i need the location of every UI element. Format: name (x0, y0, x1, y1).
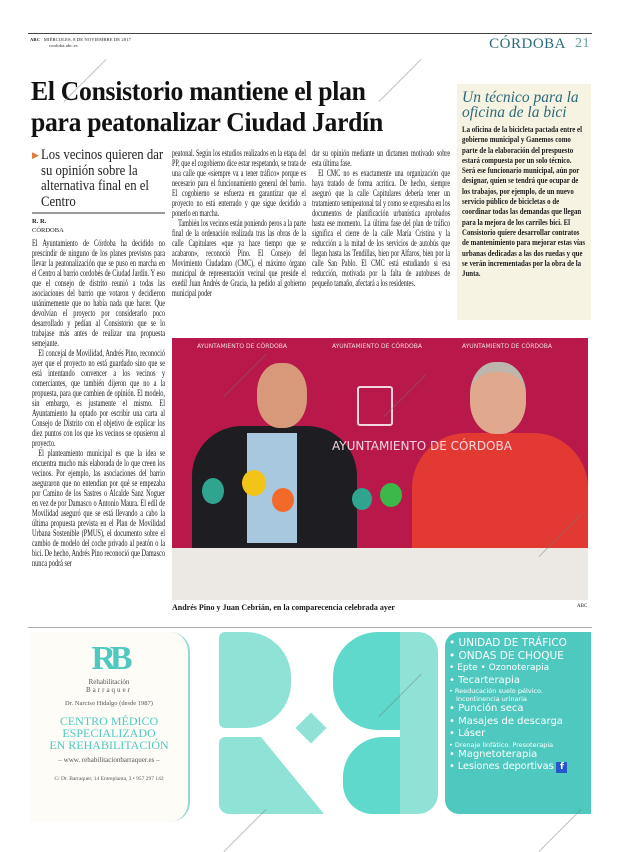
ad-services-list (445, 632, 591, 814)
service-item: • Tecarterapia (449, 674, 520, 686)
tagline-line: EN REHABILITACIÓN (49, 738, 169, 752)
watermark-stroke (378, 59, 421, 102)
ad-website: – www. rehabilitacionbarraquer.es – (58, 756, 160, 764)
paragraph: El Ayuntamiento de Córdoba ha decidido no prescindir de ninguno de los planes previstos para llevar la peatonalización que se puso en marcha en el Centro al barrio cordobés de Ciudad Jardín. Y eso que el consejo de distrito reunió a todas las asociaciones del barrio que votaron y decidieron unánimemente que no había nada que hacer. Que devolvían el proyecto por considerarlo poco desarrollado y pedían al Consistorio que se lo trabajase más antes de realizar una propuesta semejante. (32, 238, 165, 348)
microphone-icon (202, 478, 224, 504)
person-left-head (257, 363, 307, 428)
backdrop-text: AYUNTAMIENTO DE CÓRDOBA (462, 343, 552, 350)
service-item: Incontinencia urinaria (456, 695, 527, 704)
backdrop-text: AYUNTAMIENTO DE CÓRDOBA (332, 343, 422, 350)
service-item: • Reeducación suelo pélvico. (449, 687, 543, 695)
logo-shape (400, 632, 438, 814)
headline-line-1: El Consistorio mantiene el plan (31, 76, 366, 106)
subhead-text: Los vecinos quieren dar su opinión sobre la alternativa final en el Centro (41, 147, 164, 210)
service-item: • Drenaje linfático. Presoterapia (449, 740, 554, 749)
logo-shape (219, 632, 291, 728)
tagline-line: CENTRO MÉDICO (59, 714, 159, 728)
logo-shape (219, 737, 324, 814)
facebook-icon[interactable]: f (556, 762, 567, 773)
headline (31, 76, 383, 138)
doctor-name: Dr. Narciso Hidalgo (desde 1987) (65, 700, 153, 707)
paper-name: ABC (30, 37, 40, 42)
bullet-arrow-icon: ▶ (32, 151, 39, 161)
coat-of-arms-icon (357, 386, 393, 426)
service-item: • Epte • Ozonoterapia (449, 663, 550, 674)
paragraph: dar su opinión mediante un dictamen motivado sobre esta última fase. (312, 148, 451, 168)
paragraph: También los vecinos están poniendo peros a la parte final de la ordenación realizada tras las obras de la calle Capitulares «que ya hace tiempo que se acabaron», reconoció Pino. El Consejo del Movimiento Ciudadano (CMC), el máximo órgano municipal de representación vecinal que preside el exedil Juan Andrés de Gracia, ha pedido al gobierno municipal poder (172, 218, 306, 298)
sidebar-text: La oficina de la bicicleta pactada entre el gobierno municipal y Ganemos como parte de la elaboración del prespuesto estará compuesta por un solo técnico. Será ese funcionario municipal, aún por designar, quien se tendrá que ocupar de los trabajos, por ejemplo, de un nuevo servicio público de bicicletas o de coordinar todas las demandas que llegan para la mejora de los carriles bici. El Consistorio quiere desarrollar contratos de mantenimiento para mejorar estas vías urbanas dedicadas a las dos ruedas y que se verán incrementadas por la obra de la Junta. (462, 124, 586, 279)
header-date: MIÉRCOLES, 8 DE NOVIEMBRE DE 2017 (43, 37, 132, 42)
ad-address: C/ Dr. Barraquer, 14 Entreplanta, 3 • 957 297 142 (54, 776, 164, 782)
page-number: 21 (575, 36, 590, 51)
sidebar-title: Un técnico para la oficina de la bici (462, 89, 579, 121)
header-paper (30, 37, 131, 42)
ad-tagline (30, 715, 188, 751)
service-item: • ONDAS DE CHOQUE (449, 650, 564, 663)
brand-line-1: Rehabilitación (88, 678, 130, 686)
byline-author: R. R. (32, 218, 47, 225)
press-conference-photo (172, 338, 588, 600)
paragraph: El concejal de Movilidad, Andrés Pino, reconoció ayer que el proyecto no está guardado sino que se está intentando convencer a los vecinos y comerciantes, que también dijeron que no a la propuesta, para que cambien de opinión. El modelo, sin embargo, es justamente el mismo. El Ayuntamiento ha optado por escribir una carta al Consejo de Distrito con el objetivo de explicar los diez puntos con los que los vecinos se opusieron al proyecto. (32, 348, 165, 448)
byline (32, 218, 64, 235)
header-rule (28, 33, 592, 34)
article-column-1 (32, 238, 165, 568)
microphone-icon (272, 488, 294, 512)
sidebar-box (457, 84, 591, 320)
paragraph: El CMC no es exactamente una organización que haya tratado de forma acrítica. De hecho, siempre aseguró que la calle Capitulares debería tener un tratamiento semipeatonal tal y como se expresaba en los documentos de planificación urbanística aprobados hasta ese momento. La última fase del plan de tráfico significa el cierre de la calle María Cristina y la reducción a la mitad de los servicios de autobús que llegan hasta las Tendillas, bien por Alfaros, bien por la calle San Pablo. El CMC está estudiando si esa reducción, motivada por la falta de autobuses de pequeño tamaño, afectará a los residentes. (312, 168, 451, 288)
person-right-head (470, 362, 526, 434)
header-website: cordoba.abc.es (49, 43, 78, 48)
backdrop-text: AYUNTAMIENTO DE CÓRDOBA (197, 343, 287, 350)
byline-place: CÓRDOBA (32, 226, 64, 234)
logo-shape (295, 712, 326, 743)
subhead (32, 148, 167, 210)
subhead-rule (32, 212, 165, 214)
backdrop-text-large: AYUNTAMIENTO DE CÓRDOBA (332, 439, 512, 453)
article-column-2 (172, 148, 306, 298)
microphone-icon (380, 483, 402, 507)
article-column-3 (312, 148, 450, 288)
service-item: • Masajes de descarga (449, 715, 563, 727)
service-item: • Magnetoterapia (449, 748, 538, 760)
service-item: • UNIDAD DE TRÁFICO (449, 637, 567, 649)
photo-credit: ABC (577, 604, 588, 609)
table (172, 548, 588, 600)
section-title: CÓRDOBA (489, 36, 566, 52)
service-item: • Lesiones deportivas f (449, 761, 587, 774)
ad-clinic-info (30, 632, 190, 822)
clinic-logo: RB (91, 640, 127, 677)
microphone-icon (352, 488, 372, 510)
brand-line-2: Barraquer (86, 686, 132, 694)
microphone-icon (242, 470, 266, 496)
service-item: • Punción seca (449, 703, 524, 715)
photo-caption: Andrés Pino y Juan Cebrián, en la comparecencia celebrada ayer (172, 603, 395, 612)
tagline-line: ESPECIALIZADO (62, 726, 156, 740)
ad-rule (28, 627, 592, 628)
paragraph: El planteamiento municipal es que la idea se encuentra mucho más elaborada de lo que creen los vecinos. Por ejemplo, las asociaciones del barrio aseguraron que no entendían por qué se empezaba por Camino de los Sastres o Alcalde Sanz Noguer en vez de por Damasco o Antonio Maura. El edil de Movilidad aseguró que se está llevando a cabo la última propuesta prevista en el Plan de Movilidad Urbana Sostenible (PMUS), el documento sobre el cambio de modelo del coche privado al peatón o la bici. De hecho, Andrés Pino reconoció que Damasco nunca podrá ser (32, 448, 165, 568)
service-item: • Láser (449, 728, 486, 740)
paragraph: peatonal. Según los estudios realizados en la etapa del PP, que el cogobierno dice estar respetando, se trata de una calle que «siempre va a tener tráfico» porque es necesario para el funcionamiento general del barrio. El cogobierno se esfuerza en garantizar que el proyecto no está enterrado y que sigue decidido a ponerlo en marcha. (172, 148, 306, 218)
headline-line-2: para peatonalizar Ciudad Jardín (31, 107, 383, 137)
